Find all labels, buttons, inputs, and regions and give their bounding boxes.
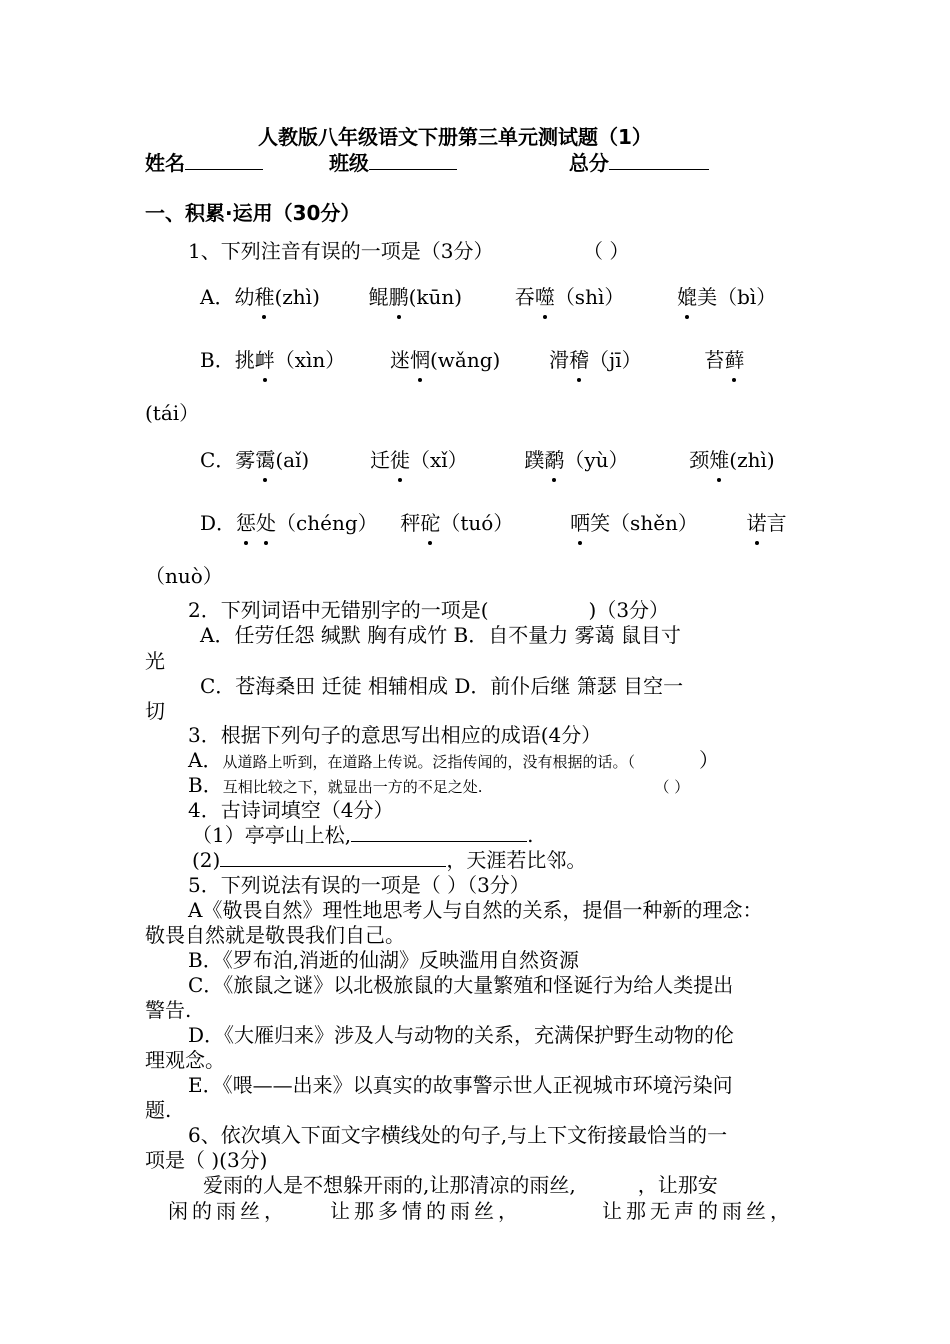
q2-option-ab: A．任劳任怨 缄默 胸有成竹 B．自不量力 雾蔼 鼠目寸 — [200, 623, 681, 647]
q4-blank-2[interactable] — [220, 848, 446, 867]
q4-line-1: （1）亭亭山上松, . — [192, 823, 534, 847]
score-label: 总分 — [568, 151, 609, 175]
q1-option-a: A．幼稚(zhì) 鲲鹏(kūn) 吞噬（shì） 媲美（bì） — [200, 285, 777, 309]
q1-option-d: D．惩处（chéng） 秤砣（tuó） 哂笑（shěn） 诺言 — [200, 511, 787, 535]
q1-option-b: B．挑衅（xìn） 迷惘(wǎng) 滑稽（jī） 苔藓 — [200, 348, 745, 372]
q5-option-c-wrap: 警告. — [145, 998, 192, 1022]
name-blank[interactable] — [185, 151, 263, 170]
class-label: 班级 — [328, 151, 369, 175]
q6-passage-line-1: 爱雨的人是不想躲开雨的,让那清凉的雨丝, ，让那安 — [203, 1173, 718, 1197]
q5-option-d: D．《大雁归来》涉及人与动物的关系，充满保护野生动物的伦 — [188, 1023, 735, 1047]
q3-stem: 3．根据下列句子的意思写出相应的成语(4分） — [188, 723, 602, 747]
q5-stem: 5．下列说法有误的一项是（ ）（3分） — [188, 873, 530, 897]
name-label: 姓名 — [145, 151, 185, 175]
q5-option-d-wrap: 理观念。 — [145, 1048, 225, 1072]
q3-item-a: A．从道路上听到，在道路上传说。泛指传闻的，没有根据的话。（ ） — [188, 748, 719, 772]
q4-stem: 4．古诗词填空（4分） — [188, 798, 394, 822]
q5-option-e: E．《喂——出来》以真实的故事警示世人正视城市环境污染问 — [188, 1073, 733, 1097]
q2-option-ab-wrap: 光 — [145, 649, 165, 673]
q1-stem: 1、下列注音有误的一项是（3分） — [188, 239, 494, 263]
class-blank[interactable] — [369, 151, 457, 170]
q4-blank-1[interactable] — [351, 823, 527, 842]
q4-line-2: (2) ，天涯若比邻。 — [192, 848, 587, 872]
q3-item-b: B．互相比较之下，就显出一方的不足之处. （ ） — [188, 773, 690, 797]
q2-option-cd-wrap: 切 — [145, 699, 165, 723]
q6-stem-wrap: 项是（ )(3分) — [145, 1148, 268, 1172]
q5-option-a: A《敬畏自然》理性地思考人与自然的关系，提倡一种新的理念： — [188, 898, 763, 922]
q1-option-c: C．雾霭(aǐ) 迁徙（xǐ） 蹼鹬（yù） 颈雉(zhì) — [200, 448, 775, 472]
q6-stem: 6、依次填入下面文字横线处的句子,与上下文衔接最恰当的一 — [188, 1123, 728, 1147]
header-fields — [145, 150, 709, 176]
q1-option-b-wrap: (tái） — [145, 401, 200, 425]
q2-option-cd: C．苍海桑田 迁徒 相辅相成 D．前仆后继 箫瑟 目空一 — [200, 674, 684, 698]
score-blank[interactable] — [609, 151, 709, 170]
q1-answer-paren[interactable]: （ ） — [583, 239, 630, 263]
q5-option-b: B．《罗布泊,消逝的仙湖》反映滥用自然资源 — [188, 948, 580, 972]
q5-option-a-wrap: 敬畏自然就是敬畏我们自己。 — [145, 923, 405, 947]
q2-stem: 2．下列词语中无错别字的一项是( )（3分） — [188, 598, 670, 622]
q6-passage-line-2: 闲的雨丝， 让那多情的雨丝， 让那无声的雨丝， — [168, 1199, 794, 1223]
q1-option-d-wrap: （nuò） — [145, 564, 223, 588]
q5-option-c: C．《旅鼠之谜》以北极旅鼠的大量繁殖和怪诞行为给人类提出 — [188, 973, 734, 997]
page-title: 人教版八年级语文下册第三单元测试题（1） — [258, 125, 652, 149]
section-heading: 一、积累·运用（30分） — [145, 201, 361, 225]
q5-option-e-wrap: 题. — [145, 1098, 172, 1122]
